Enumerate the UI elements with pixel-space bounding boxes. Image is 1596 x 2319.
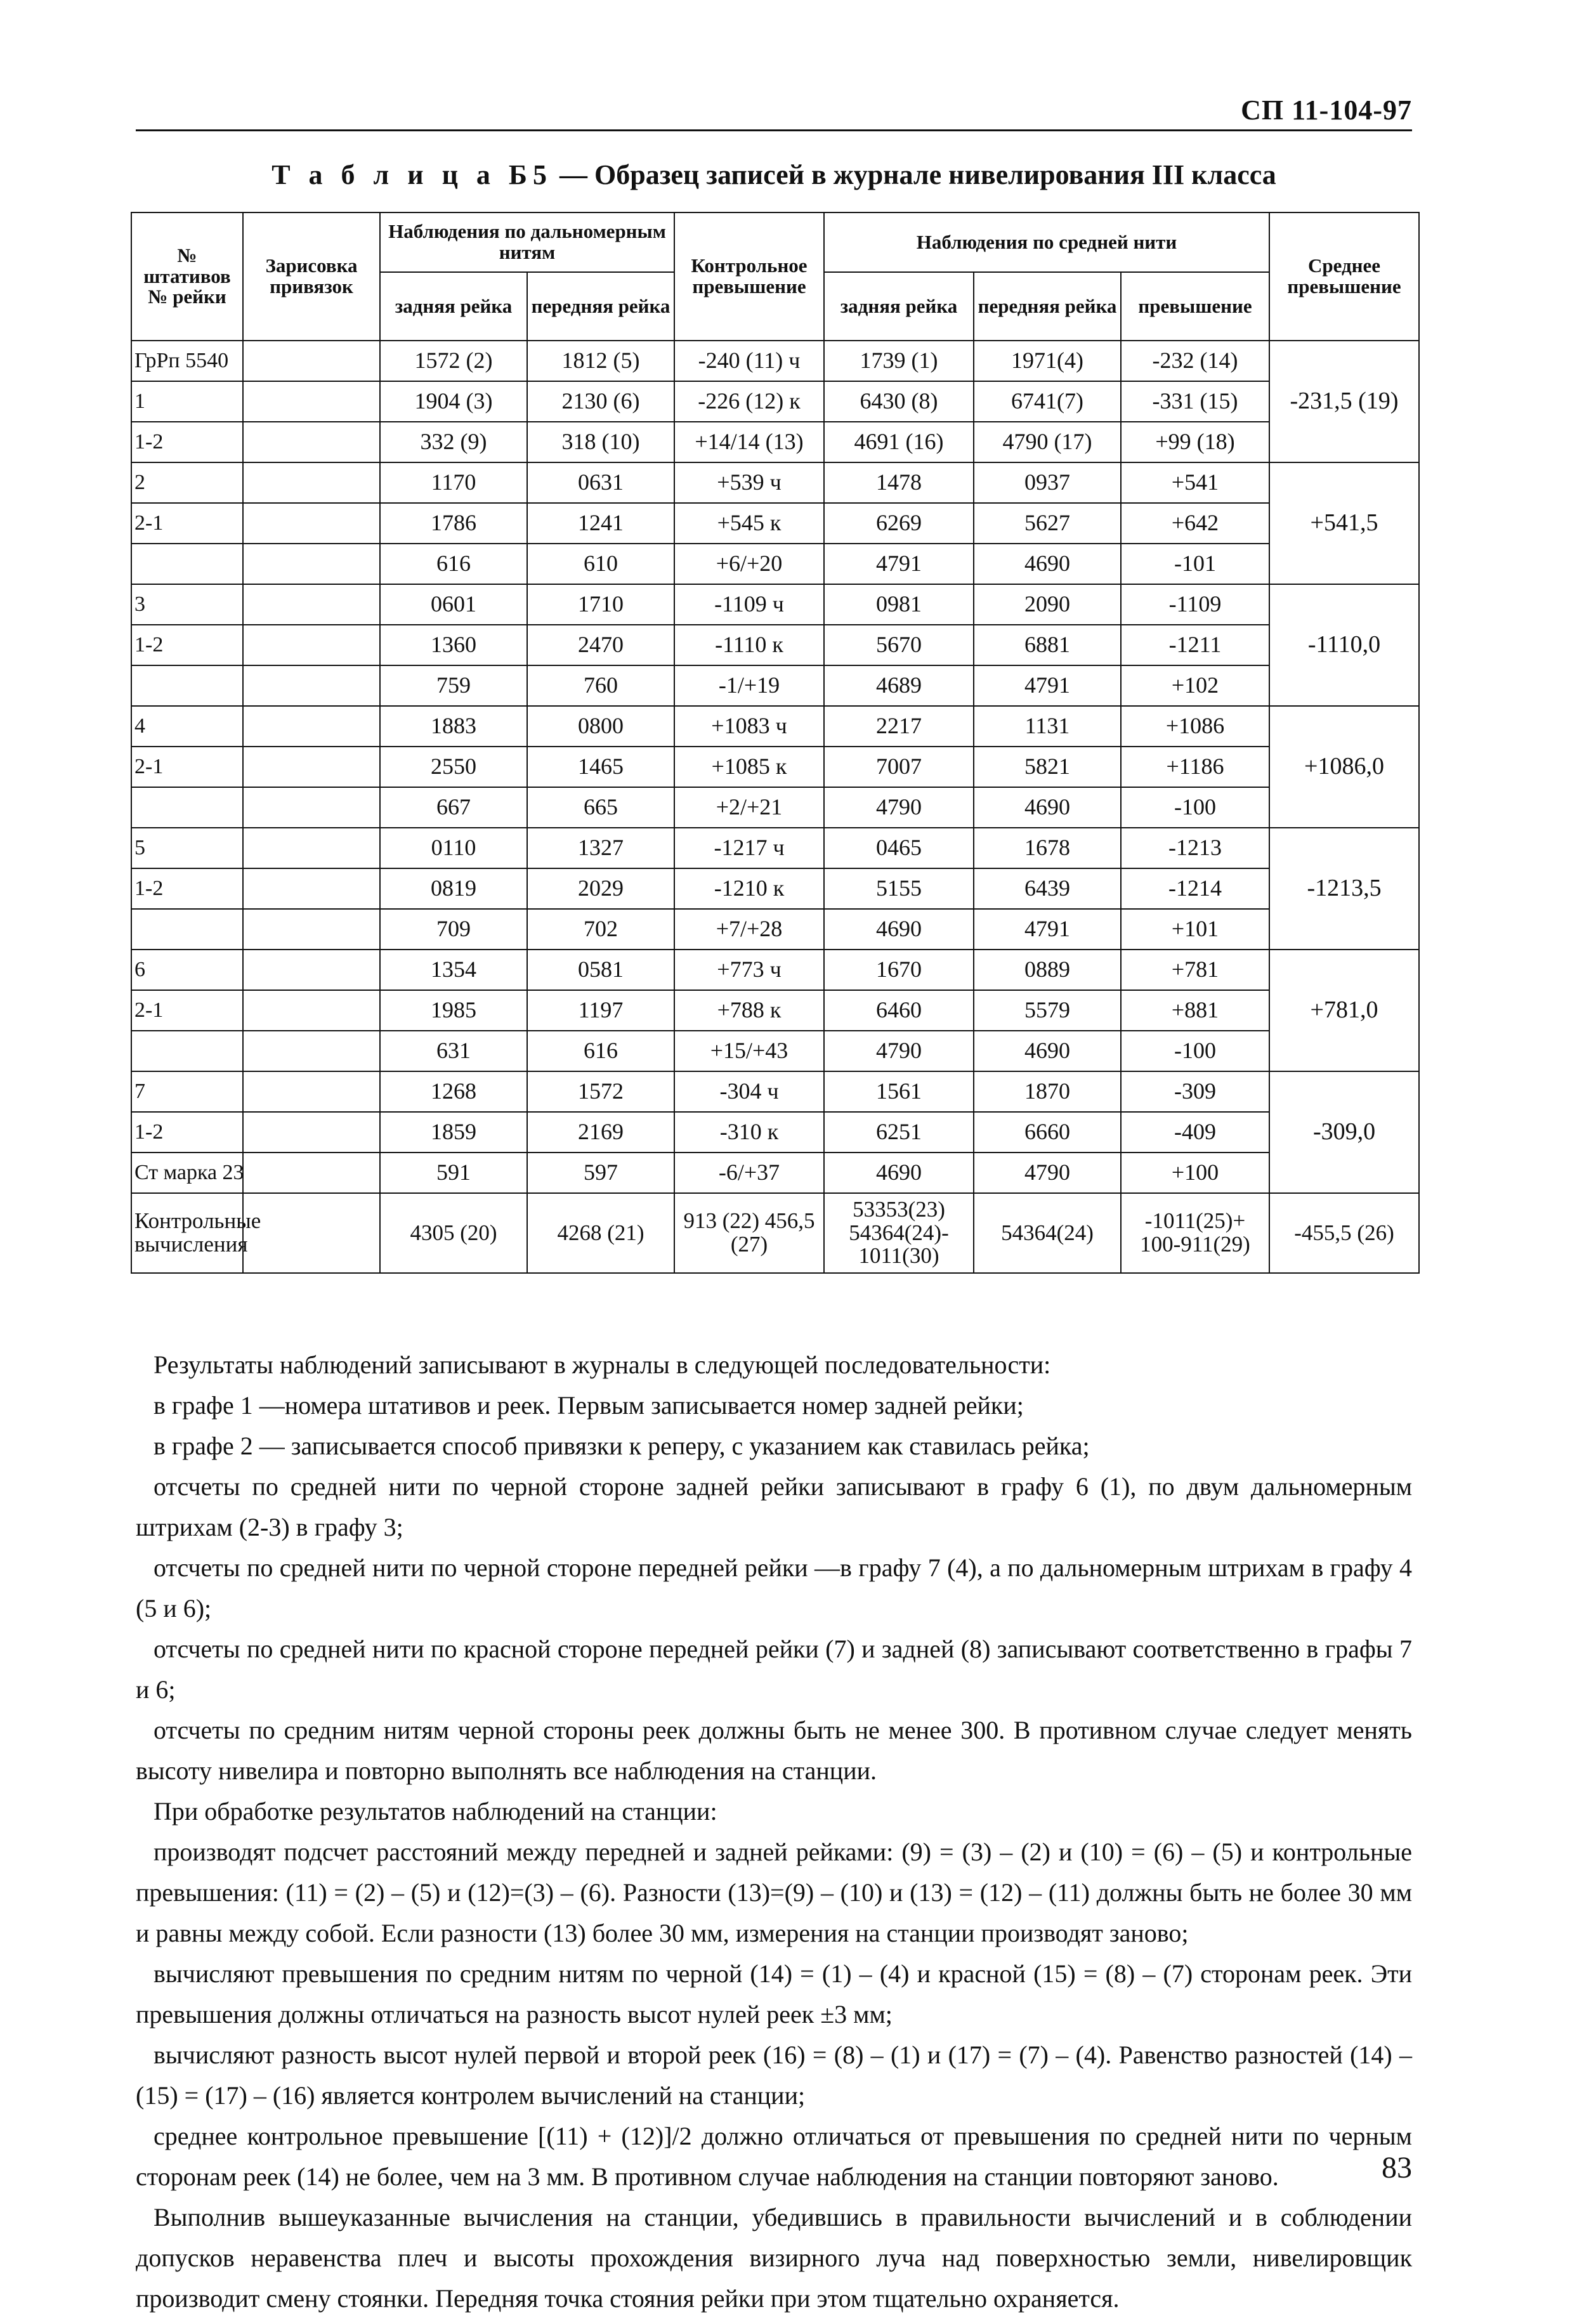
table-cell: 1197 [527, 990, 674, 1031]
table-cell: 1465 [527, 747, 674, 787]
summary-control: 913 (22) 456,5 (27) [674, 1193, 824, 1273]
paragraph: среднее контрольное превышение [(11) + (12)]/2 должно отличаться от превышения по средней нити по черным сторонам реек (14) не более, чем на 3 мм. В противном случае наблюдения на станции повторяют заново. [136, 2122, 1412, 2191]
table-cell: 1812 (5) [527, 341, 674, 381]
table-cell: +881 [1121, 990, 1269, 1031]
table-cell [243, 584, 380, 625]
table-cell: 1985 [380, 990, 527, 1031]
header-control-diff: Контрольное превышение [674, 212, 824, 341]
mean-diff-cell: -309,0 [1269, 1071, 1419, 1193]
table-row [131, 503, 1419, 544]
table-cell: 759 [380, 665, 527, 706]
header-station-rod: № штативов № рейки [131, 212, 243, 341]
mean-diff-cell: -1110,0 [1269, 584, 1419, 706]
table-cell: +15/+43 [674, 1031, 824, 1071]
table-cell: -232 (14) [1121, 341, 1269, 381]
table-cell: +1083 ч [674, 706, 824, 747]
table-cell: 1327 [527, 828, 674, 868]
table-cell [131, 909, 243, 950]
table-cell: +1186 [1121, 747, 1269, 787]
table-cell: +101 [1121, 909, 1269, 950]
table-row [131, 422, 1419, 462]
table-cell: 1268 [380, 1071, 527, 1112]
table-cell [243, 1153, 380, 1193]
table-cell [243, 909, 380, 950]
table-row [131, 787, 1419, 828]
table-cell [243, 706, 380, 747]
table-cell: 4791 [974, 665, 1121, 706]
table-cell: 2169 [527, 1112, 674, 1153]
table-cell: +773 ч [674, 950, 824, 990]
table-cell: 0631 [527, 462, 674, 503]
table-cell: +541 [1121, 462, 1269, 503]
header-middle-group: Наблюдения по средней нити [824, 212, 1269, 272]
table-cell: ГрРп 5540 [131, 341, 243, 381]
table-cell: 1670 [824, 950, 974, 990]
table-cell [243, 462, 380, 503]
table-cell: 4790 [824, 1031, 974, 1071]
table-cell: 7007 [824, 747, 974, 787]
table-cell: +99 (18) [1121, 422, 1269, 462]
table-cell [243, 950, 380, 990]
table-cell [243, 665, 380, 706]
table-cell [131, 1031, 243, 1071]
table-cell: 0581 [527, 950, 674, 990]
table-cell: 610 [527, 544, 674, 584]
summary-empty [243, 1193, 380, 1273]
table-cell: 1904 (3) [380, 381, 527, 422]
table-cell: 665 [527, 787, 674, 828]
table-cell: 1561 [824, 1071, 974, 1112]
table-cell: +2/+21 [674, 787, 824, 828]
table-cell: 1360 [380, 625, 527, 665]
table-cell: 5155 [824, 868, 974, 909]
table-row [131, 1071, 1419, 1112]
mean-diff-cell: +541,5 [1269, 462, 1419, 584]
table-cell: +6/+20 [674, 544, 824, 584]
table-cell: +7/+28 [674, 909, 824, 950]
table-cell: 2029 [527, 868, 674, 909]
table-cell: 616 [380, 544, 527, 584]
table-cell: 1-2 [131, 422, 243, 462]
table-cell: -409 [1121, 1112, 1269, 1153]
table-cell: 1572 [527, 1071, 674, 1112]
table-cell: 4690 [824, 1153, 974, 1193]
summary-back: 4305 (20) [380, 1193, 527, 1273]
table-cell: 6430 (8) [824, 381, 974, 422]
table-cell: 6741(7) [974, 381, 1121, 422]
paragraph: При обработке результатов наблюдений на станции: [154, 1797, 717, 1826]
header-front-rod: передняя рейка [527, 272, 674, 341]
table-row [131, 341, 1419, 381]
table-row [131, 868, 1419, 909]
table-cell: 7 [131, 1071, 243, 1112]
table-cell: 0937 [974, 462, 1121, 503]
table-cell: -1110 к [674, 625, 824, 665]
table-cell: +100 [1121, 1153, 1269, 1193]
table-cell: +1085 к [674, 747, 824, 787]
table-cell: -304 ч [674, 1071, 824, 1112]
table-cell: 667 [380, 787, 527, 828]
table-cell: 6439 [974, 868, 1121, 909]
table-cell: 616 [527, 1031, 674, 1071]
header-rule [136, 129, 1412, 131]
table-cell: 1739 (1) [824, 341, 974, 381]
table-cell [243, 341, 380, 381]
table-cell: 0819 [380, 868, 527, 909]
paragraph: вычисляют разность высот нулей первой и второй реек (16) = (8) – (1) и (17) = (7) – (4). Равенство разностей (14) – (15) = (17) – (16) является контролем вычислений на станции; [136, 2041, 1412, 2110]
header-mean-diff: Среднее превышение [1269, 212, 1419, 341]
table-cell: -100 [1121, 1031, 1269, 1071]
table-cell: -309 [1121, 1071, 1269, 1112]
table-cell: 0800 [527, 706, 674, 747]
table-cell [243, 544, 380, 584]
table-cell: 5821 [974, 747, 1121, 787]
mean-diff-cell: -1213,5 [1269, 828, 1419, 950]
table-row [131, 990, 1419, 1031]
table-cell: 2217 [824, 706, 974, 747]
table-cell: +539 ч [674, 462, 824, 503]
table-title-text: — Образец записей в журнале нивелирования III класса [553, 159, 1276, 190]
table-cell: 1-2 [131, 868, 243, 909]
table-cell: 6881 [974, 625, 1121, 665]
table-cell: 1870 [974, 1071, 1121, 1112]
table-cell: 0889 [974, 950, 1121, 990]
table-cell: +14/14 (13) [674, 422, 824, 462]
table-cell: -310 к [674, 1112, 824, 1153]
table-cell: 1241 [527, 503, 674, 544]
leveling-journal-table [131, 212, 1420, 1274]
table-cell: -6/+37 [674, 1153, 824, 1193]
table-cell: 1710 [527, 584, 674, 625]
table-cell: 4689 [824, 665, 974, 706]
table-cell: 1478 [824, 462, 974, 503]
table-row [131, 909, 1419, 950]
table-row [131, 747, 1419, 787]
table-row [131, 462, 1419, 503]
table-cell [243, 381, 380, 422]
summary-mid-front: 54364(24) [974, 1193, 1121, 1273]
table-row [131, 950, 1419, 990]
header-sketch: Зарисовка привязок [243, 212, 380, 341]
table-cell: 0981 [824, 584, 974, 625]
table-cell: -1210 к [674, 868, 824, 909]
table-cell: 5627 [974, 503, 1121, 544]
mean-diff-cell: +781,0 [1269, 950, 1419, 1071]
table-cell: 6 [131, 950, 243, 990]
table-cell: +788 к [674, 990, 824, 1031]
table-cell: 1-2 [131, 1112, 243, 1153]
table-cell [243, 503, 380, 544]
paragraph: вычисляют превышения по средним нитям по черной (14) = (1) – (4) и красной (15) = (8) – (7) сторонам реек. Эти превышения должны отличаться на разность высот нулей реек ±3 мм; [136, 1959, 1412, 2028]
table-row [131, 544, 1419, 584]
table-cell: 332 (9) [380, 422, 527, 462]
header-mid-back-rod: задняя рейка [824, 272, 974, 341]
table-cell: +545 к [674, 503, 824, 544]
summary-row [131, 1193, 1419, 1273]
table-cell: 3 [131, 584, 243, 625]
table-cell: 0110 [380, 828, 527, 868]
table-cell [243, 625, 380, 665]
table-cell: -1217 ч [674, 828, 824, 868]
document-code: СП 11-104-97 [1241, 95, 1412, 126]
table-cell: Ст марка 23 [131, 1153, 243, 1193]
table-cell: 4690 [974, 1031, 1121, 1071]
table-cell: 2-1 [131, 747, 243, 787]
table-cell [243, 422, 380, 462]
table-cell: 597 [527, 1153, 674, 1193]
header-stadia-group: Наблюдения по дальномерным нитям [380, 212, 674, 272]
table-cell: -1109 ч [674, 584, 824, 625]
paragraph: Выполнив вышеуказанные вычисления на станции, убедившись в правильности вычислений и в соблюдении допусков неравенства плеч и высоты прохождения визирного луча над поверхностью земли, нивелировщик производит смену стоянки. Передняя точка стояния рейки при этом тщательно охраняется. [136, 2203, 1412, 2313]
table-cell: 4790 [974, 1153, 1121, 1193]
table-cell: 591 [380, 1153, 527, 1193]
table-cell: 4690 [974, 544, 1121, 584]
table-row [131, 1031, 1419, 1071]
table-cell: 5670 [824, 625, 974, 665]
summary-mid-back: 53353(23) 54364(24)- 1011(30) [824, 1193, 974, 1273]
paragraph: отсчеты по средним нитям черной стороны реек должны быть не менее 300. В противном случае следует менять высоту нивелира и повторно выполнять все наблюдения на станции. [136, 1716, 1412, 1785]
table-row [131, 1153, 1419, 1193]
table-cell: -100 [1121, 787, 1269, 828]
paragraph: отсчеты по средней нити по красной стороне передней рейки (7) и задней (8) записывают соответственно в графы 7 и 6; [136, 1635, 1412, 1704]
paragraph: отсчеты по средней нити по черной стороне передней рейки —в графу 7 (4), а по дальномерным штрихам в графу 4 (5 и 6); [136, 1553, 1412, 1623]
table-cell [131, 787, 243, 828]
table-cell: 5 [131, 828, 243, 868]
table-cell [243, 1112, 380, 1153]
table-cell [243, 828, 380, 868]
table-title [136, 159, 1412, 191]
table-cell: 2090 [974, 584, 1121, 625]
table-cell: 6460 [824, 990, 974, 1031]
header-mid-front-rod: передняя рейка [974, 272, 1121, 341]
table-cell: 6660 [974, 1112, 1121, 1153]
table-title-prefix: Т а б л и ц а Б5 [271, 159, 553, 190]
table-cell: 4791 [824, 544, 974, 584]
table-cell: 6269 [824, 503, 974, 544]
table-cell: 702 [527, 909, 674, 950]
summary-mid-diff: -1011(25)+ 100-911(29) [1121, 1193, 1269, 1273]
table-cell: 1678 [974, 828, 1121, 868]
table-cell: -1214 [1121, 868, 1269, 909]
table-cell: 1-2 [131, 625, 243, 665]
table-row [131, 1112, 1419, 1153]
table-cell: -1109 [1121, 584, 1269, 625]
page-number: 83 [1382, 2151, 1412, 2185]
table-cell [243, 787, 380, 828]
table-cell: -1211 [1121, 625, 1269, 665]
table-cell: 709 [380, 909, 527, 950]
summary-label: Контрольные вычисления [131, 1193, 243, 1273]
table-cell [243, 1071, 380, 1112]
table-cell [131, 665, 243, 706]
table-row [131, 665, 1419, 706]
table-cell: -101 [1121, 544, 1269, 584]
summary-front: 4268 (21) [527, 1193, 674, 1273]
table-cell: 4 [131, 706, 243, 747]
table-row [131, 381, 1419, 422]
table-cell: +642 [1121, 503, 1269, 544]
table-cell: 1883 [380, 706, 527, 747]
table-cell: +781 [1121, 950, 1269, 990]
paragraph: отсчеты по средней нити по черной стороне задней рейки записывают в графу 6 (1), по двум дальномерным штрихам (2-3) в графу 3; [136, 1472, 1412, 1541]
table-cell [243, 868, 380, 909]
table-cell: 4690 [824, 909, 974, 950]
table-cell: -1/+19 [674, 665, 824, 706]
table-cell: 5579 [974, 990, 1121, 1031]
table-cell: 631 [380, 1031, 527, 1071]
table-cell: 1131 [974, 706, 1121, 747]
paragraph: производят подсчет расстояний между передней и задней рейками: (9) = (3) – (2) и (10) = (6) – (5) и контрольные превышения: (11) = (2) – (5) и (12)=(3) – (6). Разности (13)=(9) – (10) и (13) = (12) – (11) должны быть не более 30 мм и равны между собой. Если разности (13) более 30 мм, измерения на станции производят заново; [136, 1838, 1412, 1947]
table-cell: 2-1 [131, 990, 243, 1031]
table-cell: 1170 [380, 462, 527, 503]
table-cell: 1572 (2) [380, 341, 527, 381]
table-cell: -331 (15) [1121, 381, 1269, 422]
paragraph: в графе 2 — записывается способ привязки к реперу, с указанием как ставилась рейка; [154, 1432, 1090, 1460]
table-cell: 2-1 [131, 503, 243, 544]
table-cell: 2 [131, 462, 243, 503]
table-cell: -1213 [1121, 828, 1269, 868]
table-cell: 2130 (6) [527, 381, 674, 422]
table-cell [243, 747, 380, 787]
table-cell: 1786 [380, 503, 527, 544]
table-cell: 2470 [527, 625, 674, 665]
table-cell: -240 (11) ч [674, 341, 824, 381]
table-cell: 6251 [824, 1112, 974, 1153]
table-cell [131, 544, 243, 584]
explanatory-text [136, 1345, 1412, 2319]
table-cell [243, 1031, 380, 1071]
table-cell: 4790 [824, 787, 974, 828]
table-cell: 4690 [974, 787, 1121, 828]
table-cell: 1354 [380, 950, 527, 990]
table-body [131, 341, 1419, 1273]
mean-diff-cell: +1086,0 [1269, 706, 1419, 828]
table-row [131, 828, 1419, 868]
table-cell: +1086 [1121, 706, 1269, 747]
table-cell: +102 [1121, 665, 1269, 706]
table-cell [243, 990, 380, 1031]
table-row [131, 584, 1419, 625]
table-cell: 1859 [380, 1112, 527, 1153]
summary-mean: -455,5 (26) [1269, 1193, 1419, 1273]
table-cell: 4791 [974, 909, 1121, 950]
paragraph: Результаты наблюдений записывают в журналы в следующей последовательности: [154, 1350, 1051, 1379]
table-cell: 1 [131, 381, 243, 422]
table-cell: 318 (10) [527, 422, 674, 462]
table-cell: 0465 [824, 828, 974, 868]
table-row [131, 625, 1419, 665]
table-cell: 760 [527, 665, 674, 706]
header-mid-diff: превышение [1121, 272, 1269, 341]
header-back-rod: задняя рейка [380, 272, 527, 341]
table-cell: 4691 (16) [824, 422, 974, 462]
table-cell: 1971(4) [974, 341, 1121, 381]
table-cell: 0601 [380, 584, 527, 625]
table-row [131, 706, 1419, 747]
table-cell: -226 (12) к [674, 381, 824, 422]
mean-diff-cell: -231,5 (19) [1269, 341, 1419, 462]
paragraph: в графе 1 —номера штативов и реек. Первым записывается номер задней рейки; [154, 1391, 1024, 1420]
table-cell: 2550 [380, 747, 527, 787]
table-cell: 4790 (17) [974, 422, 1121, 462]
